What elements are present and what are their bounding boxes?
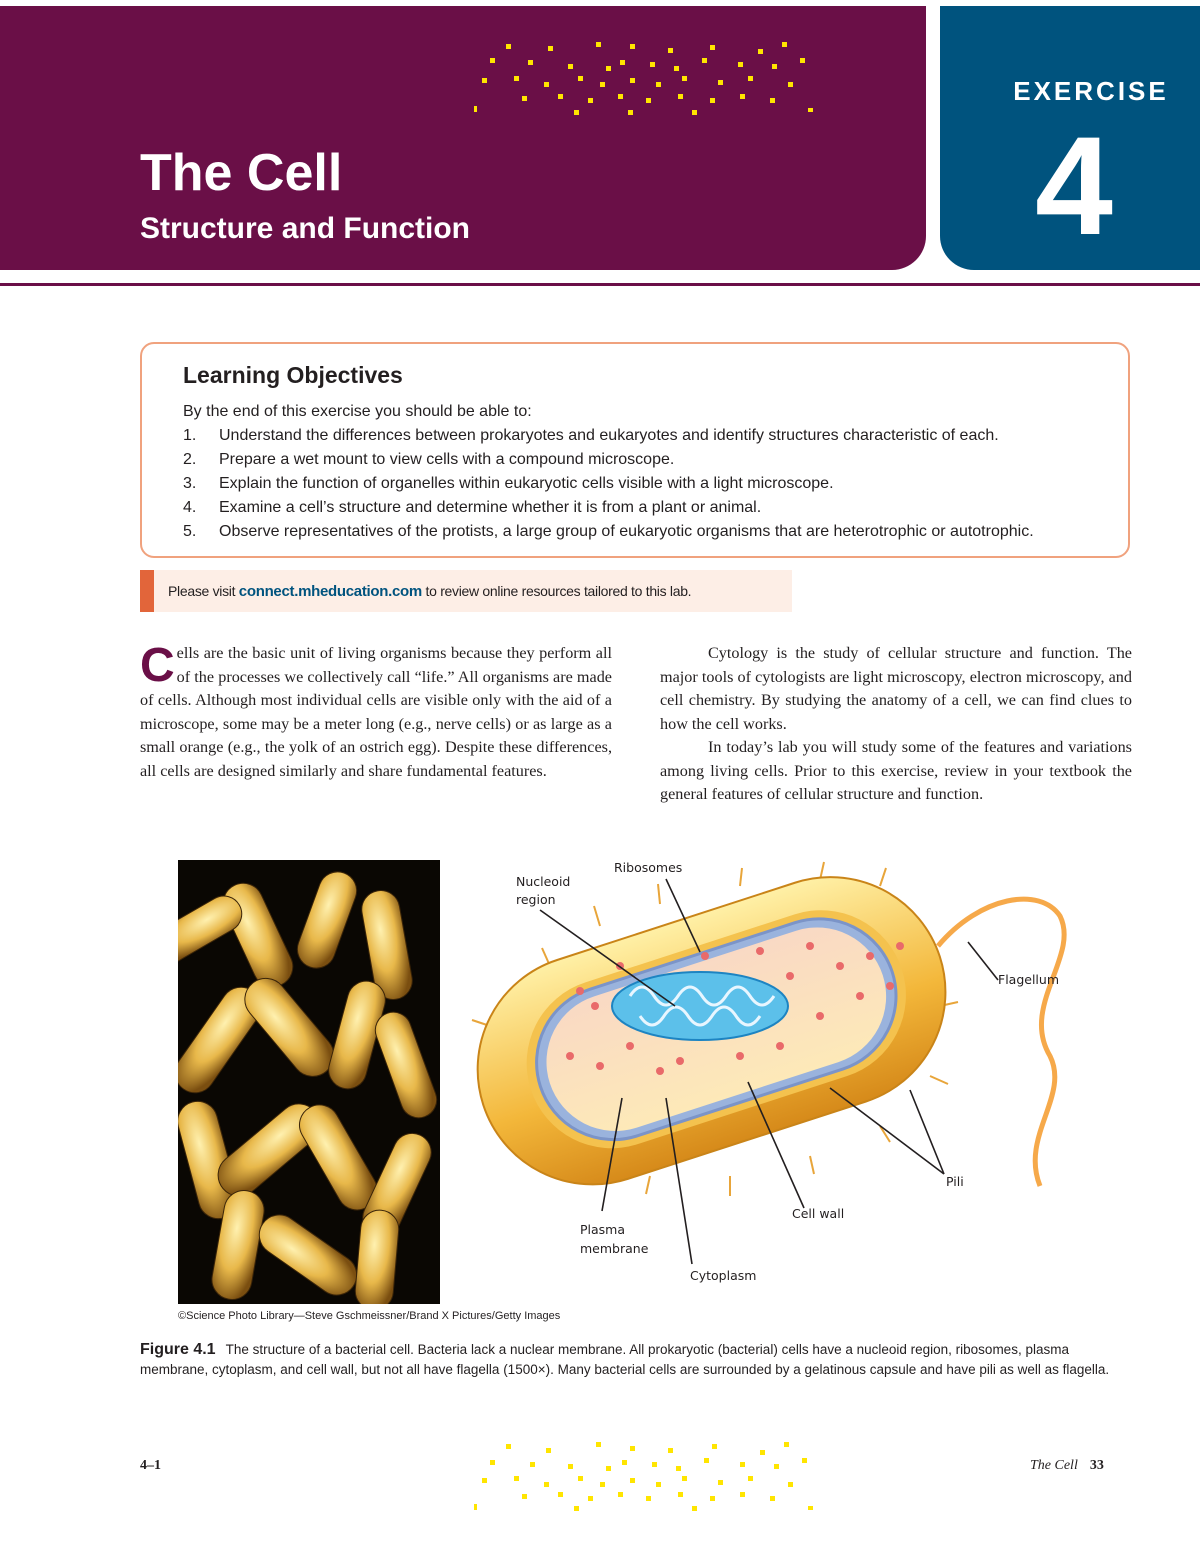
- body-column-right: [660, 642, 1132, 807]
- header-dot-pattern: [470, 36, 820, 120]
- connect-text-after: to review online resources tailored to this lab.: [421, 583, 692, 599]
- label-nucleoid-line1: Nucleoid: [516, 874, 571, 889]
- objective-number: 5.: [183, 523, 197, 540]
- learning-objectives-title: Learning Objectives: [183, 362, 403, 388]
- intro-paragraph-text: ells are the basic unit of living organisms because they perform all of the processes we collectively call “life.” All organisms are made of cells. Although most individual cells are visible only with the aid of a microscope, some may be a meter long (e.g., nerve cells) or as large as a small orange (e.g., the yolk of an ostrich egg). Despite these differences, all cells are designed similarly and share fundamental features.: [140, 644, 612, 780]
- running-title: The Cell: [1030, 1458, 1078, 1473]
- chapter-subtitle: Structure and Function: [140, 212, 470, 245]
- connect-callout-accent: [140, 570, 154, 612]
- connect-callout-text: [168, 583, 691, 600]
- chapter-title: The Cell: [140, 144, 343, 202]
- figure-caption: [140, 1340, 1130, 1380]
- objective-number: 4.: [183, 499, 197, 516]
- objective-item: [183, 426, 1034, 450]
- intro-paragraph: [140, 639, 612, 783]
- learning-objectives-list: [183, 426, 1034, 546]
- connect-text-before: Please visit: [168, 583, 239, 599]
- todays-lab-paragraph: In today’s lab you will study some of the features and variations among living cells. Prior to this exercise, review in your textbook the general features of cellular structure and function.: [660, 738, 1132, 803]
- label-ribosomes: Ribosomes: [614, 860, 683, 875]
- photo-credit: ©Science Photo Library—Steve Gschmeissner/Brand X Pictures/Getty Images: [178, 1310, 561, 1322]
- label-pili: Pili: [946, 1174, 964, 1189]
- figure-number: Figure 4.1: [140, 1341, 216, 1358]
- exercise-label: EXERCISE: [1013, 76, 1169, 106]
- body-column-left: [140, 639, 612, 783]
- objective-text: Explain the function of organelles within eukaryotic cells visible with a light microscope.: [219, 475, 834, 492]
- label-flagellum: Flagellum: [998, 972, 1059, 987]
- objective-item: [183, 474, 1034, 498]
- label-cell-wall: Cell wall: [792, 1206, 845, 1221]
- cytology-paragraph: Cytology is the study of cellular structure and function. The major tools of cytologists are light microscopy, electron microscopy, and cell chemistry. By studying the anatomy of a cell, we can find clues to how the cell works.: [660, 644, 1132, 733]
- nucleoid-shape: [612, 972, 788, 1040]
- header-rule: [0, 283, 1200, 286]
- page-section-number: 4–1: [140, 1458, 161, 1473]
- objective-item: [183, 450, 1034, 474]
- bacteria-sem-photo: [178, 860, 440, 1304]
- learning-objectives-intro: By the end of this exercise you should be able to:: [183, 403, 532, 420]
- objective-number: 2.: [183, 451, 197, 468]
- page-footer-right: [1030, 1458, 1104, 1474]
- bacterial-cell-diagram: [460, 856, 1160, 1296]
- footer-dot-pattern: [470, 1438, 820, 1514]
- objective-number: 3.: [183, 475, 197, 492]
- objective-text: Prepare a wet mount to view cells with a compound microscope.: [219, 451, 675, 468]
- objective-item: [183, 522, 1034, 546]
- connect-link[interactable]: connect.mheducation.com: [238, 583, 422, 600]
- drop-cap: C: [140, 639, 175, 692]
- label-plasma-line1: Plasma: [580, 1222, 626, 1237]
- exercise-number: 4: [1035, 107, 1113, 264]
- objective-number: 1.: [183, 427, 197, 444]
- objective-text: Examine a cell’s structure and determine whether it is from a plant or animal.: [219, 499, 762, 516]
- objective-text: Observe representatives of the protists, a large group of eukaryotic organisms that are heterotrophic or autotrophic.: [219, 523, 1034, 540]
- figure-caption-text: The structure of a bacterial cell. Bacteria lack a nuclear membrane. All prokaryotic (bacterial) cells have a nucleoid region, ribosomes, plasma membrane, cytoplasm, and cell wall, but not all have flagella (1500×). Many bacterial cells are surrounded by a gelatinous capsule and have pili as well as flagella.: [140, 1342, 1110, 1377]
- label-plasma-line2: membrane: [580, 1241, 649, 1256]
- flagellum-shape: [938, 899, 1064, 1186]
- page-number: 33: [1089, 1458, 1104, 1473]
- objective-item: [183, 498, 1034, 522]
- objective-text: Understand the differences between prokaryotes and eukaryotes and identify structures characteristic of each.: [219, 427, 999, 444]
- label-cytoplasm: Cytoplasm: [690, 1268, 757, 1283]
- label-nucleoid-line2: region: [516, 892, 556, 907]
